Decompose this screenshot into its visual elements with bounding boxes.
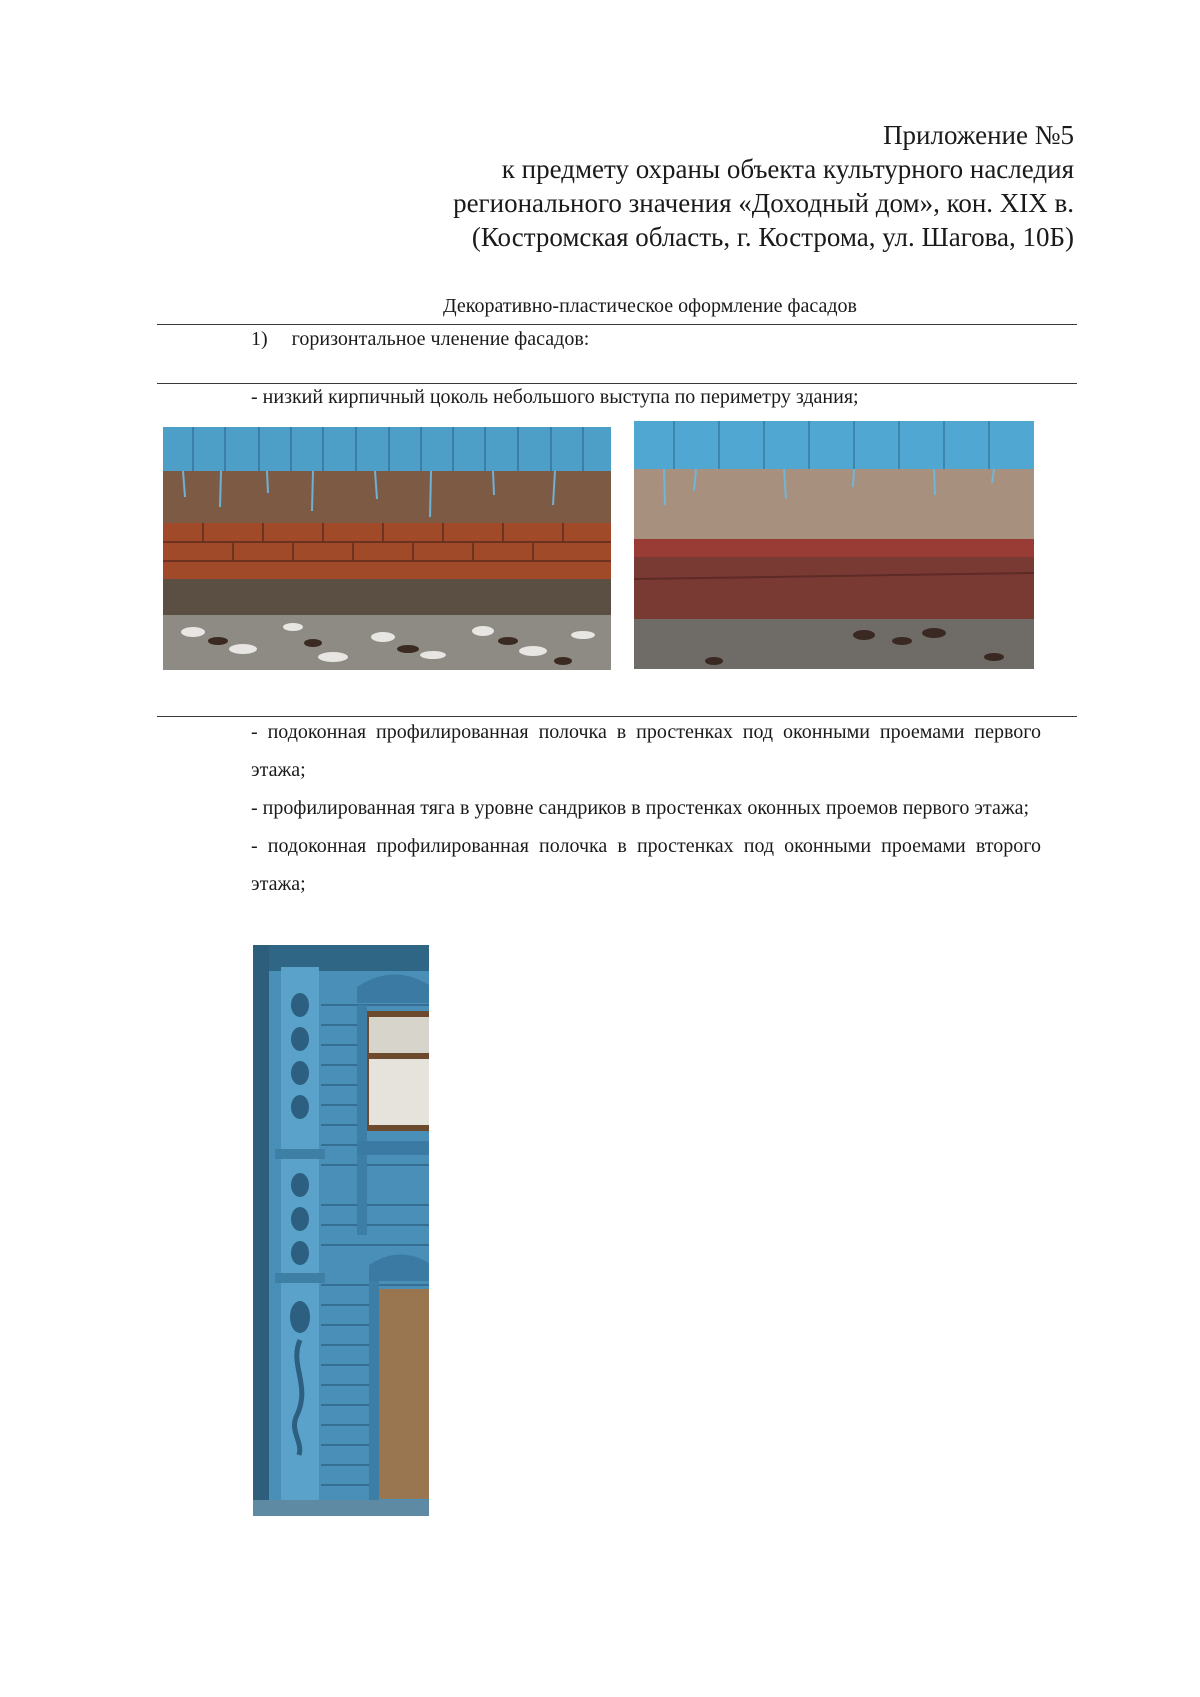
heading-number: 1) (251, 328, 268, 350)
item-shelf-first-floor: - подоконная профилированная полочка в простенках под оконными проемами первого этажа; (251, 721, 1041, 781)
divider (157, 324, 1077, 325)
item-cornice-first-floor: - профилированная тяга в уровне сандриков в простенках оконных проемов первого этажа; (251, 797, 1030, 819)
appendix-number: Приложение №5 (883, 120, 1074, 150)
header-object-line: регионального значения «Доходный дом», кон. XIX в. (453, 188, 1074, 218)
heading-text: горизонтальное членение фасадов: (291, 328, 590, 350)
header-address-line: (Костромская область, г. Кострома, ул. Шагова, 10Б) (471, 222, 1074, 252)
photo-brick-plinth-2 (634, 421, 1034, 669)
facade-elements-list (251, 713, 1041, 903)
item-plinth: - низкий кирпичный цоколь небольшого выступа по периметру здания; (251, 386, 859, 408)
section-title: Декоративно-пластическое оформление фасадов (443, 295, 857, 317)
item-shelf-second-floor: - подоконная профилированная полочка в простенках под оконными проемами второго этажа; (251, 835, 1041, 895)
document-header (314, 118, 1074, 254)
photo-wooden-facade-pilaster (253, 945, 429, 1516)
header-subject-line: к предмету охраны объекта культурного наследия (501, 154, 1074, 184)
photo-brick-plinth-1 (163, 427, 611, 670)
heading-horizontal-division (251, 326, 589, 352)
